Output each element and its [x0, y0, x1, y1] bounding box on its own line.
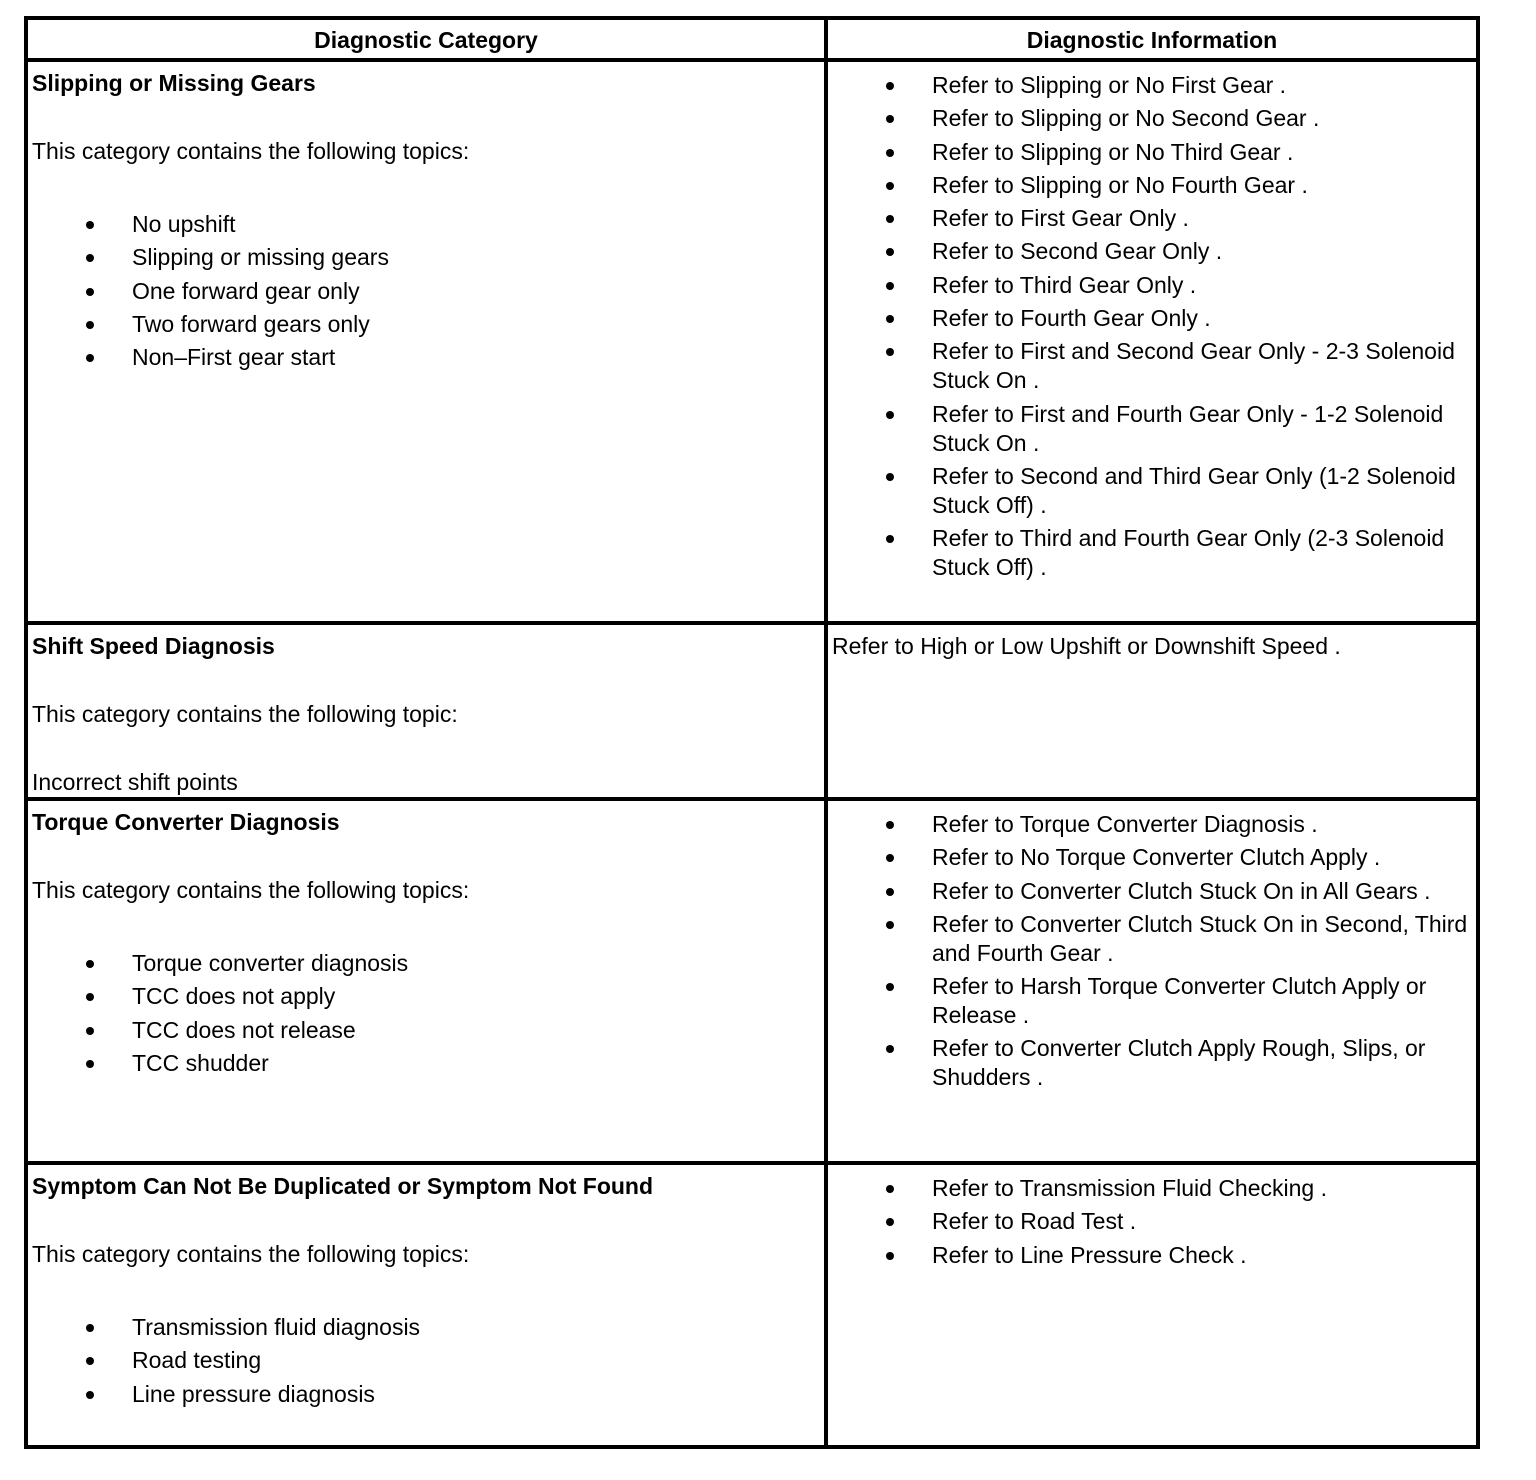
category-intro: This category contains the following topics:	[32, 138, 470, 164]
category-intro: This category contains the following topics:	[32, 1241, 470, 1267]
info-link-item[interactable]: Refer to Second Gear Only .	[828, 237, 1476, 266]
table-row	[26, 799, 1478, 1163]
info-link-item[interactable]: Refer to Slipping or No Second Gear .	[828, 104, 1476, 133]
category-intro: This category contains the following topics:	[32, 877, 470, 903]
header-diagnostic-information: Diagnostic Information	[826, 18, 1478, 60]
information-cell	[826, 60, 1478, 623]
topic-list	[28, 947, 824, 1080]
info-link-item[interactable]: Refer to Converter Clutch Stuck On in All Gears .	[828, 877, 1476, 906]
info-link-text[interactable]: Refer to High or Low Upshift or Downshift Speed .	[832, 633, 1341, 659]
category-cell	[26, 799, 826, 1163]
table-row	[26, 60, 1478, 623]
info-link-item[interactable]: Refer to Road Test .	[828, 1207, 1476, 1236]
information-cell	[826, 623, 1478, 799]
table-row	[26, 623, 1478, 799]
topic-list	[28, 208, 824, 374]
topic-item: Torque converter diagnosis	[28, 947, 824, 980]
header-diagnostic-category: Diagnostic Category	[26, 18, 826, 60]
info-link-item[interactable]: Refer to Slipping or No Third Gear .	[828, 138, 1476, 167]
table-row	[26, 1163, 1478, 1447]
topic-item: Non–First gear start	[28, 341, 824, 374]
topic-item: TCC shudder	[28, 1047, 824, 1080]
info-link-item[interactable]: Refer to Converter Clutch Apply Rough, Slips, or Shudders .	[828, 1034, 1476, 1092]
topic-item: Transmission fluid diagnosis	[28, 1311, 824, 1344]
info-link-item[interactable]: Refer to Second and Third Gear Only (1-2 Solenoid Stuck Off) .	[828, 462, 1476, 520]
topic-item: Slipping or missing gears	[28, 241, 824, 274]
topic-item: Two forward gears only	[28, 308, 824, 341]
category-intro: This category contains the following topic:	[32, 701, 458, 727]
info-list	[828, 1174, 1476, 1270]
information-cell	[826, 1163, 1478, 1447]
info-link-item[interactable]: Refer to Transmission Fluid Checking .	[828, 1174, 1476, 1203]
info-link-item[interactable]: Refer to First and Second Gear Only - 2-3 Solenoid Stuck On .	[828, 337, 1476, 395]
category-single-topic: Incorrect shift points	[32, 769, 238, 795]
information-cell	[826, 799, 1478, 1163]
info-link-item[interactable]: Refer to Torque Converter Diagnosis .	[828, 810, 1476, 839]
info-link-item[interactable]: Refer to First Gear Only .	[828, 204, 1476, 233]
info-link-item[interactable]: Refer to Harsh Torque Converter Clutch Apply or Release .	[828, 972, 1476, 1030]
info-link-item[interactable]: Refer to First and Fourth Gear Only - 1-2 Solenoid Stuck On .	[828, 400, 1476, 458]
category-cell	[26, 60, 826, 623]
category-title: Shift Speed Diagnosis	[32, 633, 275, 659]
topic-item: Road testing	[28, 1344, 824, 1377]
topic-item: TCC does not apply	[28, 980, 824, 1013]
info-link-item[interactable]: Refer to Fourth Gear Only .	[828, 304, 1476, 333]
info-list	[828, 810, 1476, 1092]
info-list	[828, 71, 1476, 582]
info-link-item[interactable]: Refer to Line Pressure Check .	[828, 1241, 1476, 1270]
category-cell	[26, 1163, 826, 1447]
topic-item: One forward gear only	[28, 275, 824, 308]
info-link-item[interactable]: Refer to Third Gear Only .	[828, 271, 1476, 300]
info-link-item[interactable]: Refer to Slipping or No Fourth Gear .	[828, 171, 1476, 200]
topic-item: No upshift	[28, 208, 824, 241]
category-title: Slipping or Missing Gears	[32, 70, 316, 96]
category-cell	[26, 623, 826, 799]
table-header-row	[26, 18, 1478, 60]
category-title: Symptom Can Not Be Duplicated or Symptom Not Found	[32, 1173, 654, 1199]
diagnostic-table	[24, 16, 1480, 1449]
info-link-item[interactable]: Refer to Slipping or No First Gear .	[828, 71, 1476, 100]
info-link-item[interactable]: Refer to Converter Clutch Stuck On in Second, Third and Fourth Gear .	[828, 910, 1476, 968]
topic-item: Line pressure diagnosis	[28, 1378, 824, 1411]
category-title: Torque Converter Diagnosis	[32, 809, 340, 835]
info-link-item[interactable]: Refer to Third and Fourth Gear Only (2-3 Solenoid Stuck Off) .	[828, 524, 1476, 582]
topic-item: TCC does not release	[28, 1014, 824, 1047]
topic-list	[28, 1311, 824, 1411]
info-link-item[interactable]: Refer to No Torque Converter Clutch Apply .	[828, 843, 1476, 872]
